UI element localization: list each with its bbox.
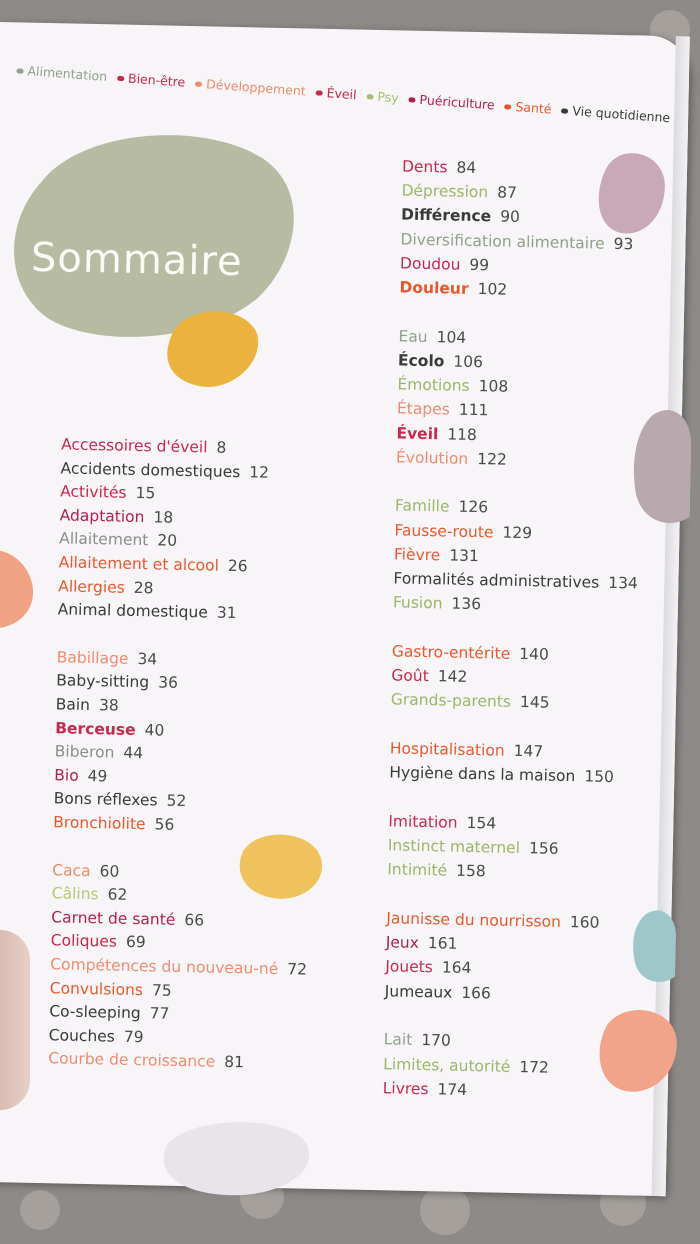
- category-item: [504, 98, 552, 116]
- toc-entry-label: Bio: [54, 766, 79, 785]
- toc-entry[interactable]: [388, 812, 496, 832]
- toc-entry-label: Bons réflexes: [53, 789, 158, 810]
- toc-entry[interactable]: [397, 400, 489, 420]
- toc-entry-page: 154: [466, 813, 497, 833]
- toc-entry[interactable]: [52, 884, 128, 904]
- toc-entry-page: 145: [519, 693, 550, 712]
- toc-entry[interactable]: [56, 672, 178, 693]
- toc-entry-label: Carnet de santé: [51, 908, 176, 929]
- toc-entry-page: 84: [456, 158, 477, 178]
- category-dot-icon: [16, 68, 23, 73]
- toc-entry-label: Berceuse: [55, 718, 136, 739]
- decor-blob-salmon: [598, 1005, 680, 1097]
- toc-entry[interactable]: [56, 695, 119, 714]
- toc-entry-label: Activités: [59, 482, 127, 502]
- toc-entry-label: Coliques: [50, 931, 118, 952]
- toc-entry-label: Formalités administratives: [393, 569, 600, 592]
- toc-entry[interactable]: [398, 351, 483, 371]
- toc-entry[interactable]: [59, 553, 248, 575]
- toc-entry-label: Instinct maternel: [387, 836, 521, 858]
- toc-entry-label: Caca: [52, 860, 91, 880]
- category-item: [366, 88, 399, 105]
- toc-entry[interactable]: [51, 908, 204, 929]
- toc-entry-label: Baby-sitting: [56, 671, 150, 692]
- toc-entry-label: Babillage: [56, 648, 129, 668]
- toc-entry-page: 69: [125, 933, 146, 952]
- category-item: [561, 102, 671, 125]
- category-dot-icon: [561, 108, 568, 113]
- toc-entry[interactable]: [394, 545, 479, 565]
- toc-entry-label: Jouets: [385, 957, 434, 977]
- toc-entry-page: 118: [447, 424, 478, 444]
- toc-entry-label: Accidents domestiques: [60, 458, 241, 481]
- category-item: [16, 62, 108, 84]
- toc-entry-label: Bronchiolite: [53, 813, 146, 834]
- decor-blob-orange: [0, 542, 39, 633]
- toc-entry[interactable]: [54, 766, 108, 785]
- toc-entry[interactable]: [401, 182, 517, 202]
- toc-entry-page: 136: [451, 594, 482, 614]
- toc-entry-label: Couches: [48, 1026, 116, 1046]
- toc-entry-page: 147: [513, 741, 544, 761]
- toc-entry[interactable]: [59, 506, 173, 526]
- toc-entry-page: 172: [519, 1057, 550, 1077]
- category-dot-icon: [366, 94, 373, 99]
- category-label: Alimentation: [27, 63, 108, 84]
- category-label: Vie quotidienne: [571, 103, 671, 126]
- category-dot-icon: [408, 97, 415, 102]
- toc-entry-page: 90: [499, 207, 521, 227]
- toc-entry-page: 8: [216, 438, 227, 457]
- toc-entry-page: 66: [184, 910, 205, 930]
- category-item: [117, 70, 186, 90]
- toc-entry[interactable]: [388, 836, 559, 858]
- toc-entry-label: Limites, autorité: [383, 1054, 511, 1076]
- toc-entry-label: Évolution: [395, 448, 469, 468]
- book-page: [0, 22, 690, 1196]
- toc-entry-page: 164: [441, 958, 472, 978]
- toc-entry-page: 36: [157, 673, 179, 693]
- toc-entry-page: 44: [123, 743, 144, 763]
- toc-entry-page: 93: [613, 234, 634, 253]
- toc-entry[interactable]: [392, 642, 549, 663]
- decor-blob-teal: [630, 905, 677, 986]
- toc-entry-page: 131: [449, 546, 480, 565]
- toc-entry-label: Hospitalisation: [389, 739, 505, 760]
- toc-entry-label: Hygiène dans la maison: [389, 763, 576, 786]
- toc-entry[interactable]: [387, 861, 486, 881]
- toc-entry-label: Biberon: [54, 742, 115, 762]
- toc-entry[interactable]: [383, 1079, 468, 1099]
- toc-entry[interactable]: [385, 982, 491, 1002]
- toc-entry-page: 38: [98, 696, 119, 715]
- toc-entry[interactable]: [393, 594, 482, 614]
- toc-entry-label: Allaitement: [59, 529, 149, 550]
- toc-entry-page: 158: [455, 862, 486, 881]
- toc-entry[interactable]: [51, 932, 146, 952]
- toc-entry-page: 56: [154, 815, 175, 834]
- toc-entry-label: Accessoires d'éveil: [60, 435, 208, 457]
- toc-entry[interactable]: [54, 790, 187, 811]
- toc-entry[interactable]: [389, 764, 614, 787]
- toc-entry-page: 28: [133, 578, 154, 597]
- toc-entry-label: Imitation: [388, 812, 458, 832]
- toc-entry-label: Éveil: [396, 423, 439, 443]
- decor-blob-pale: [155, 1116, 317, 1199]
- category-label: Bien-être: [127, 70, 186, 90]
- toc-entry[interactable]: [50, 979, 172, 1000]
- toc-entry-page: 52: [166, 792, 187, 811]
- toc-entry[interactable]: [402, 157, 477, 177]
- toc-entry-page: 166: [461, 983, 492, 1003]
- category-label: Santé: [514, 99, 553, 117]
- toc-entry-page: 134: [608, 573, 639, 593]
- toc-entry-label: Adaptation: [59, 506, 145, 526]
- toc-entry-page: 104: [436, 327, 467, 347]
- toc-entry[interactable]: [393, 569, 638, 592]
- toc-entry-label: Jeux: [385, 933, 420, 953]
- toc-entry[interactable]: [49, 1002, 170, 1023]
- toc-entry-page: 34: [137, 649, 158, 669]
- category-label: Psy: [376, 88, 400, 106]
- toc-entry[interactable]: [390, 739, 544, 760]
- toc-entry-page: 122: [477, 449, 508, 469]
- toc-entry-label: Bain: [55, 695, 91, 715]
- title-blob-yellow: [160, 305, 262, 392]
- toc-entry[interactable]: [386, 909, 600, 931]
- toc-entry-label: Câlins: [51, 884, 99, 904]
- category-item: [315, 84, 357, 102]
- toc-entry-label: Diversification alimentaire: [400, 230, 605, 253]
- toc-entry[interactable]: [398, 327, 466, 346]
- toc-entry[interactable]: [53, 813, 174, 834]
- toc-entry[interactable]: [394, 521, 532, 542]
- toc-entry[interactable]: [57, 648, 158, 668]
- toc-entry-label: Différence: [400, 205, 492, 226]
- category-dot-icon: [504, 104, 511, 109]
- toc-entry-label: Grands-parents: [390, 690, 512, 712]
- toc-entry-page: 129: [502, 523, 533, 542]
- toc-entry-page: 77: [149, 1004, 170, 1023]
- toc-entry[interactable]: [60, 483, 155, 503]
- toc-entry[interactable]: [396, 448, 507, 468]
- toc-entry-page: 156: [528, 839, 559, 858]
- toc-entry-page: 142: [437, 667, 468, 687]
- toc-entry[interactable]: [48, 1050, 244, 1072]
- toc-entry[interactable]: [58, 601, 237, 623]
- toc-entry[interactable]: [401, 206, 520, 226]
- toc-entry-label: Goût: [391, 666, 429, 686]
- category-label: Puériculture: [419, 91, 496, 113]
- toc-entry-label: Doudou: [399, 254, 461, 274]
- toc-entry[interactable]: [383, 1055, 549, 1076]
- toc-entry-label: Dents: [401, 157, 448, 177]
- toc-entry[interactable]: [61, 435, 227, 456]
- category-dot-icon: [315, 90, 322, 95]
- toc-entry-page: 161: [427, 934, 458, 953]
- toc-entry-label: Courbe de croissance: [48, 1049, 216, 1072]
- toc-entry-page: 18: [153, 508, 174, 527]
- toc-entry-label: Allaitement et alcool: [58, 553, 220, 575]
- category-dot-icon: [117, 76, 124, 81]
- toc-entry[interactable]: [386, 933, 458, 952]
- toc-entry-page: 140: [519, 644, 549, 664]
- toc-entry[interactable]: [49, 1026, 144, 1046]
- toc-entry-page: 62: [107, 885, 128, 905]
- toc-entry-label: Dépression: [401, 181, 489, 202]
- page-title: Sommaire: [30, 234, 244, 286]
- toc-entry-page: 81: [224, 1053, 245, 1072]
- toc-entry-page: 26: [227, 556, 248, 576]
- toc-entry-page: 60: [99, 861, 120, 881]
- toc-entry[interactable]: [60, 459, 269, 481]
- toc-entry-label: Intimité: [387, 860, 448, 880]
- toc-entry-label: Gastro-entérite: [391, 642, 511, 663]
- toc-entry-page: 31: [216, 603, 237, 623]
- toc-entry-page: 12: [249, 462, 270, 482]
- toc-entry-page: 72: [287, 960, 308, 979]
- toc-entry-label: Allergies: [58, 576, 125, 597]
- decor-blob-mauve: [596, 147, 668, 238]
- toc-entry-page: 40: [144, 720, 165, 740]
- toc-entry-label: Lait: [383, 1030, 413, 1050]
- toc-entry[interactable]: [391, 666, 467, 686]
- decor-blob-grey: [630, 405, 692, 526]
- toc-entry-page: 160: [569, 913, 600, 932]
- category-dot-icon: [195, 81, 202, 86]
- toc-entry[interactable]: [58, 577, 154, 597]
- toc-entry-label: Compétences du nouveau-né: [50, 955, 279, 979]
- category-item: [408, 91, 495, 112]
- toc-entry[interactable]: [50, 955, 307, 978]
- toc-entry-page: 87: [497, 183, 518, 203]
- toc-entry-label: Livres: [382, 1078, 429, 1098]
- toc-entry-page: 75: [151, 980, 172, 1000]
- toc-entry[interactable]: [55, 742, 144, 762]
- toc-entry[interactable]: [385, 958, 472, 978]
- toc-entry-page: 15: [135, 484, 156, 503]
- toc-entry-label: Jumeaux: [384, 981, 453, 1002]
- toc-entry-page: 174: [437, 1080, 468, 1099]
- toc-entry-label: Émotions: [397, 375, 470, 396]
- decor-blob-yellow: [234, 827, 326, 904]
- toc-entry[interactable]: [395, 497, 488, 517]
- toc-entry-label: Convulsions: [49, 978, 144, 999]
- toc-entry-label: Fausse-route: [394, 520, 494, 542]
- toc-entry-label: Co-sleeping: [49, 1002, 141, 1023]
- toc-entry-label: Jaunisse du nourrisson: [386, 909, 562, 931]
- toc-entry-label: Animal domestique: [57, 600, 209, 622]
- toc-entry-page: 99: [469, 255, 490, 275]
- toc-entry[interactable]: [396, 424, 477, 444]
- toc-entry[interactable]: [52, 861, 119, 880]
- toc-entry-page: 79: [123, 1027, 144, 1047]
- toc-entry-label: Fusion: [392, 593, 443, 613]
- toc-entry[interactable]: [55, 719, 165, 739]
- toc-entry-page: 108: [478, 377, 509, 396]
- toc-entry-label: Famille: [394, 496, 450, 516]
- category-item: [195, 75, 307, 98]
- toc-entry-label: Écolo: [397, 351, 445, 371]
- toc-entry-label: Douleur: [399, 278, 469, 298]
- category-label: Développement: [205, 76, 307, 99]
- toc-entry[interactable]: [391, 691, 550, 712]
- toc-entry-page: 150: [584, 767, 615, 787]
- toc-entry-page: 20: [157, 531, 178, 551]
- toc-entry-label: Étapes: [396, 399, 450, 419]
- thumb: [0, 930, 30, 1110]
- toc-entry-page: 111: [458, 400, 489, 420]
- toc-entry-label: Eau: [398, 327, 428, 346]
- toc-entry-page: 170: [421, 1031, 452, 1050]
- toc-entry[interactable]: [400, 230, 633, 253]
- toc-entry[interactable]: [384, 1031, 451, 1050]
- toc-entry-label: Fièvre: [393, 545, 441, 565]
- toc-entry[interactable]: [400, 254, 489, 274]
- toc-entry[interactable]: [397, 375, 508, 395]
- toc-entry[interactable]: [59, 530, 177, 550]
- toc-entry-page: 102: [477, 280, 508, 299]
- toc-entry-page: 106: [453, 352, 484, 372]
- toc-entry-page: 126: [458, 498, 489, 517]
- toc-entry[interactable]: [399, 278, 507, 298]
- category-label: Éveil: [326, 85, 358, 103]
- toc-entry-page: 49: [87, 766, 108, 786]
